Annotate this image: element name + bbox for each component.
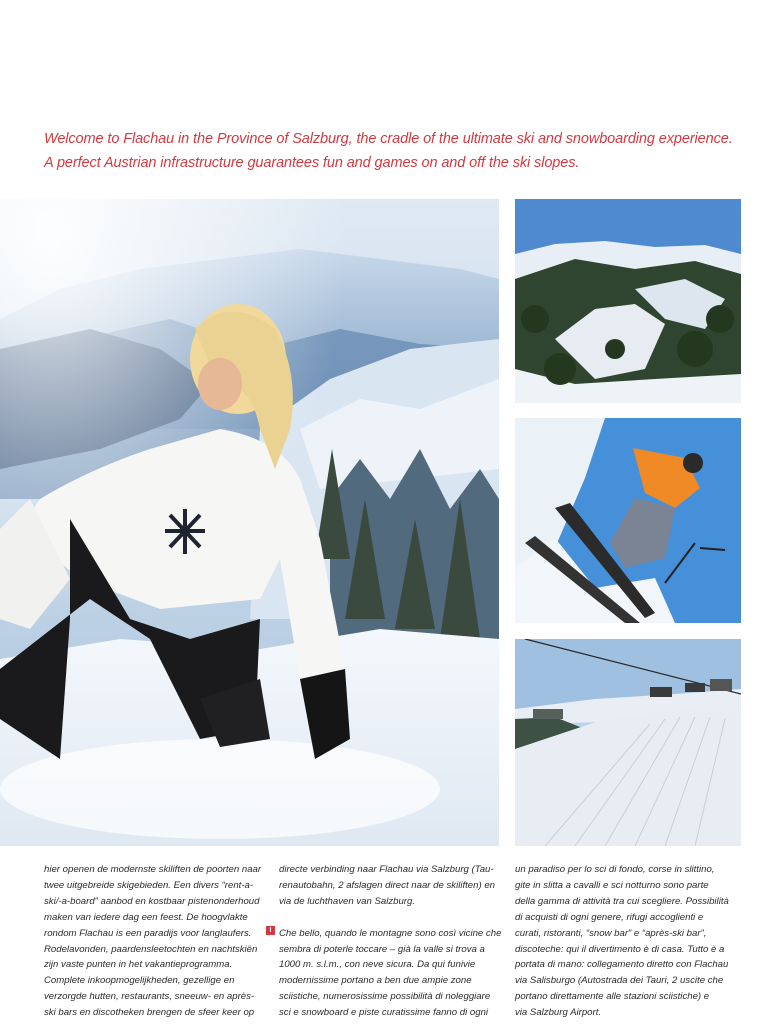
- text-line: della gamma di attività tra cui scegliere. Possibilità: [515, 895, 729, 907]
- hero-photo-skier-woman: [0, 199, 499, 846]
- text-line: via Salzburg Airport.: [515, 1007, 602, 1019]
- language-marker-italian: I: [266, 926, 275, 935]
- text-line: [279, 910, 505, 926]
- text-line: sembra di poterle toccare – già la valle si trova a: [279, 943, 485, 955]
- text-line: ski/-a-board” aanbod en kostbaar pistenonderhoud: [44, 895, 260, 907]
- text-line: maken van iedere dag een feest. De hoogvlakte: [44, 911, 248, 923]
- thumbnail-skier-jump-photo: [515, 418, 741, 623]
- text-line: rondom Flachau is een paradijs voor langlaufers.: [44, 927, 252, 939]
- text-line: zijn vaste punten in het vakantieprogramma.: [44, 959, 233, 971]
- thumbnail-mountain-forest-photo: [515, 199, 741, 403]
- text-line: 1000 m. s.l.m., con neve sicura. Da qui funivie: [279, 959, 476, 971]
- text-line: modernissime portano a ben due ampie zone: [279, 975, 472, 987]
- intro-line-1: Welcome to Flachau in the Province of Salzburg, the cradle of the ultimate ski and snowboarding experience.: [44, 131, 733, 147]
- text-line: di acquisti di ogni genere, rifugi accoglienti e: [515, 911, 704, 923]
- text-line: twee uitgebreide skigebieden. Een divers “rent-a-: [44, 879, 254, 891]
- text-line: hier openen de modernste skiliften de poorten naar: [44, 864, 262, 875]
- text-line: via Salisburgo (Autostrada dei Tauri, 2 uscite che: [515, 975, 724, 987]
- text-column-dutch-italian: [269, 862, 505, 1021]
- text-line: sci e snowboard e piste curatissime fanno di ogni: [279, 1007, 489, 1019]
- text-line: verzorgde hutten, restaurants, sneeuw- en après-: [44, 991, 255, 1003]
- text-line: Rodelavonden, paardensleetochten en nachtskiën: [44, 943, 258, 955]
- text-line: sciistiche, numerosissime possibilità di noleggiare: [279, 991, 491, 1003]
- text-line: Complete inkoopmogelijkheden, gezellige en: [44, 975, 235, 987]
- text-line: curati, ristoranti, “snow bar” e “après-ski bar”,: [515, 927, 707, 939]
- text-line: portata di mano: collegamento diretto con Flachau: [515, 959, 729, 971]
- text-line-content: Che bello, quando le montagne sono così vicine che: [279, 927, 502, 939]
- intro-line-2: A perfect Austrian infrastructure guarantees fun and games on and off the ski slopes.: [44, 155, 580, 171]
- text-line: directe verbinding naar Flachau via Salzburg (Tau-: [279, 864, 494, 875]
- text-line: discoteche: qui il divertimento è di casa. Tutto è a: [515, 943, 725, 955]
- text-line: ski bars en discotheken brengen de sfeer keer op: [44, 1007, 255, 1019]
- text-line: via de luchthaven van Salzburg.: [279, 895, 415, 907]
- text-column-dutch: [44, 862, 270, 1021]
- thumbnail-ski-slope-lift-photo: [515, 639, 741, 846]
- text-line: renautobahn, 2 afslagen direct naar de skiliften) en: [279, 879, 495, 891]
- text-line: [269, 926, 505, 942]
- text-line: gite in slitta a cavalli e sci notturno sono parte: [515, 879, 709, 891]
- text-line: un paradiso per lo sci di fondo, corse in slittino,: [515, 864, 715, 875]
- text-column-italian: [515, 862, 741, 1021]
- intro-text: [44, 127, 744, 175]
- text-line: portano direttamente alle stazioni sciistiche) e: [515, 991, 710, 1003]
